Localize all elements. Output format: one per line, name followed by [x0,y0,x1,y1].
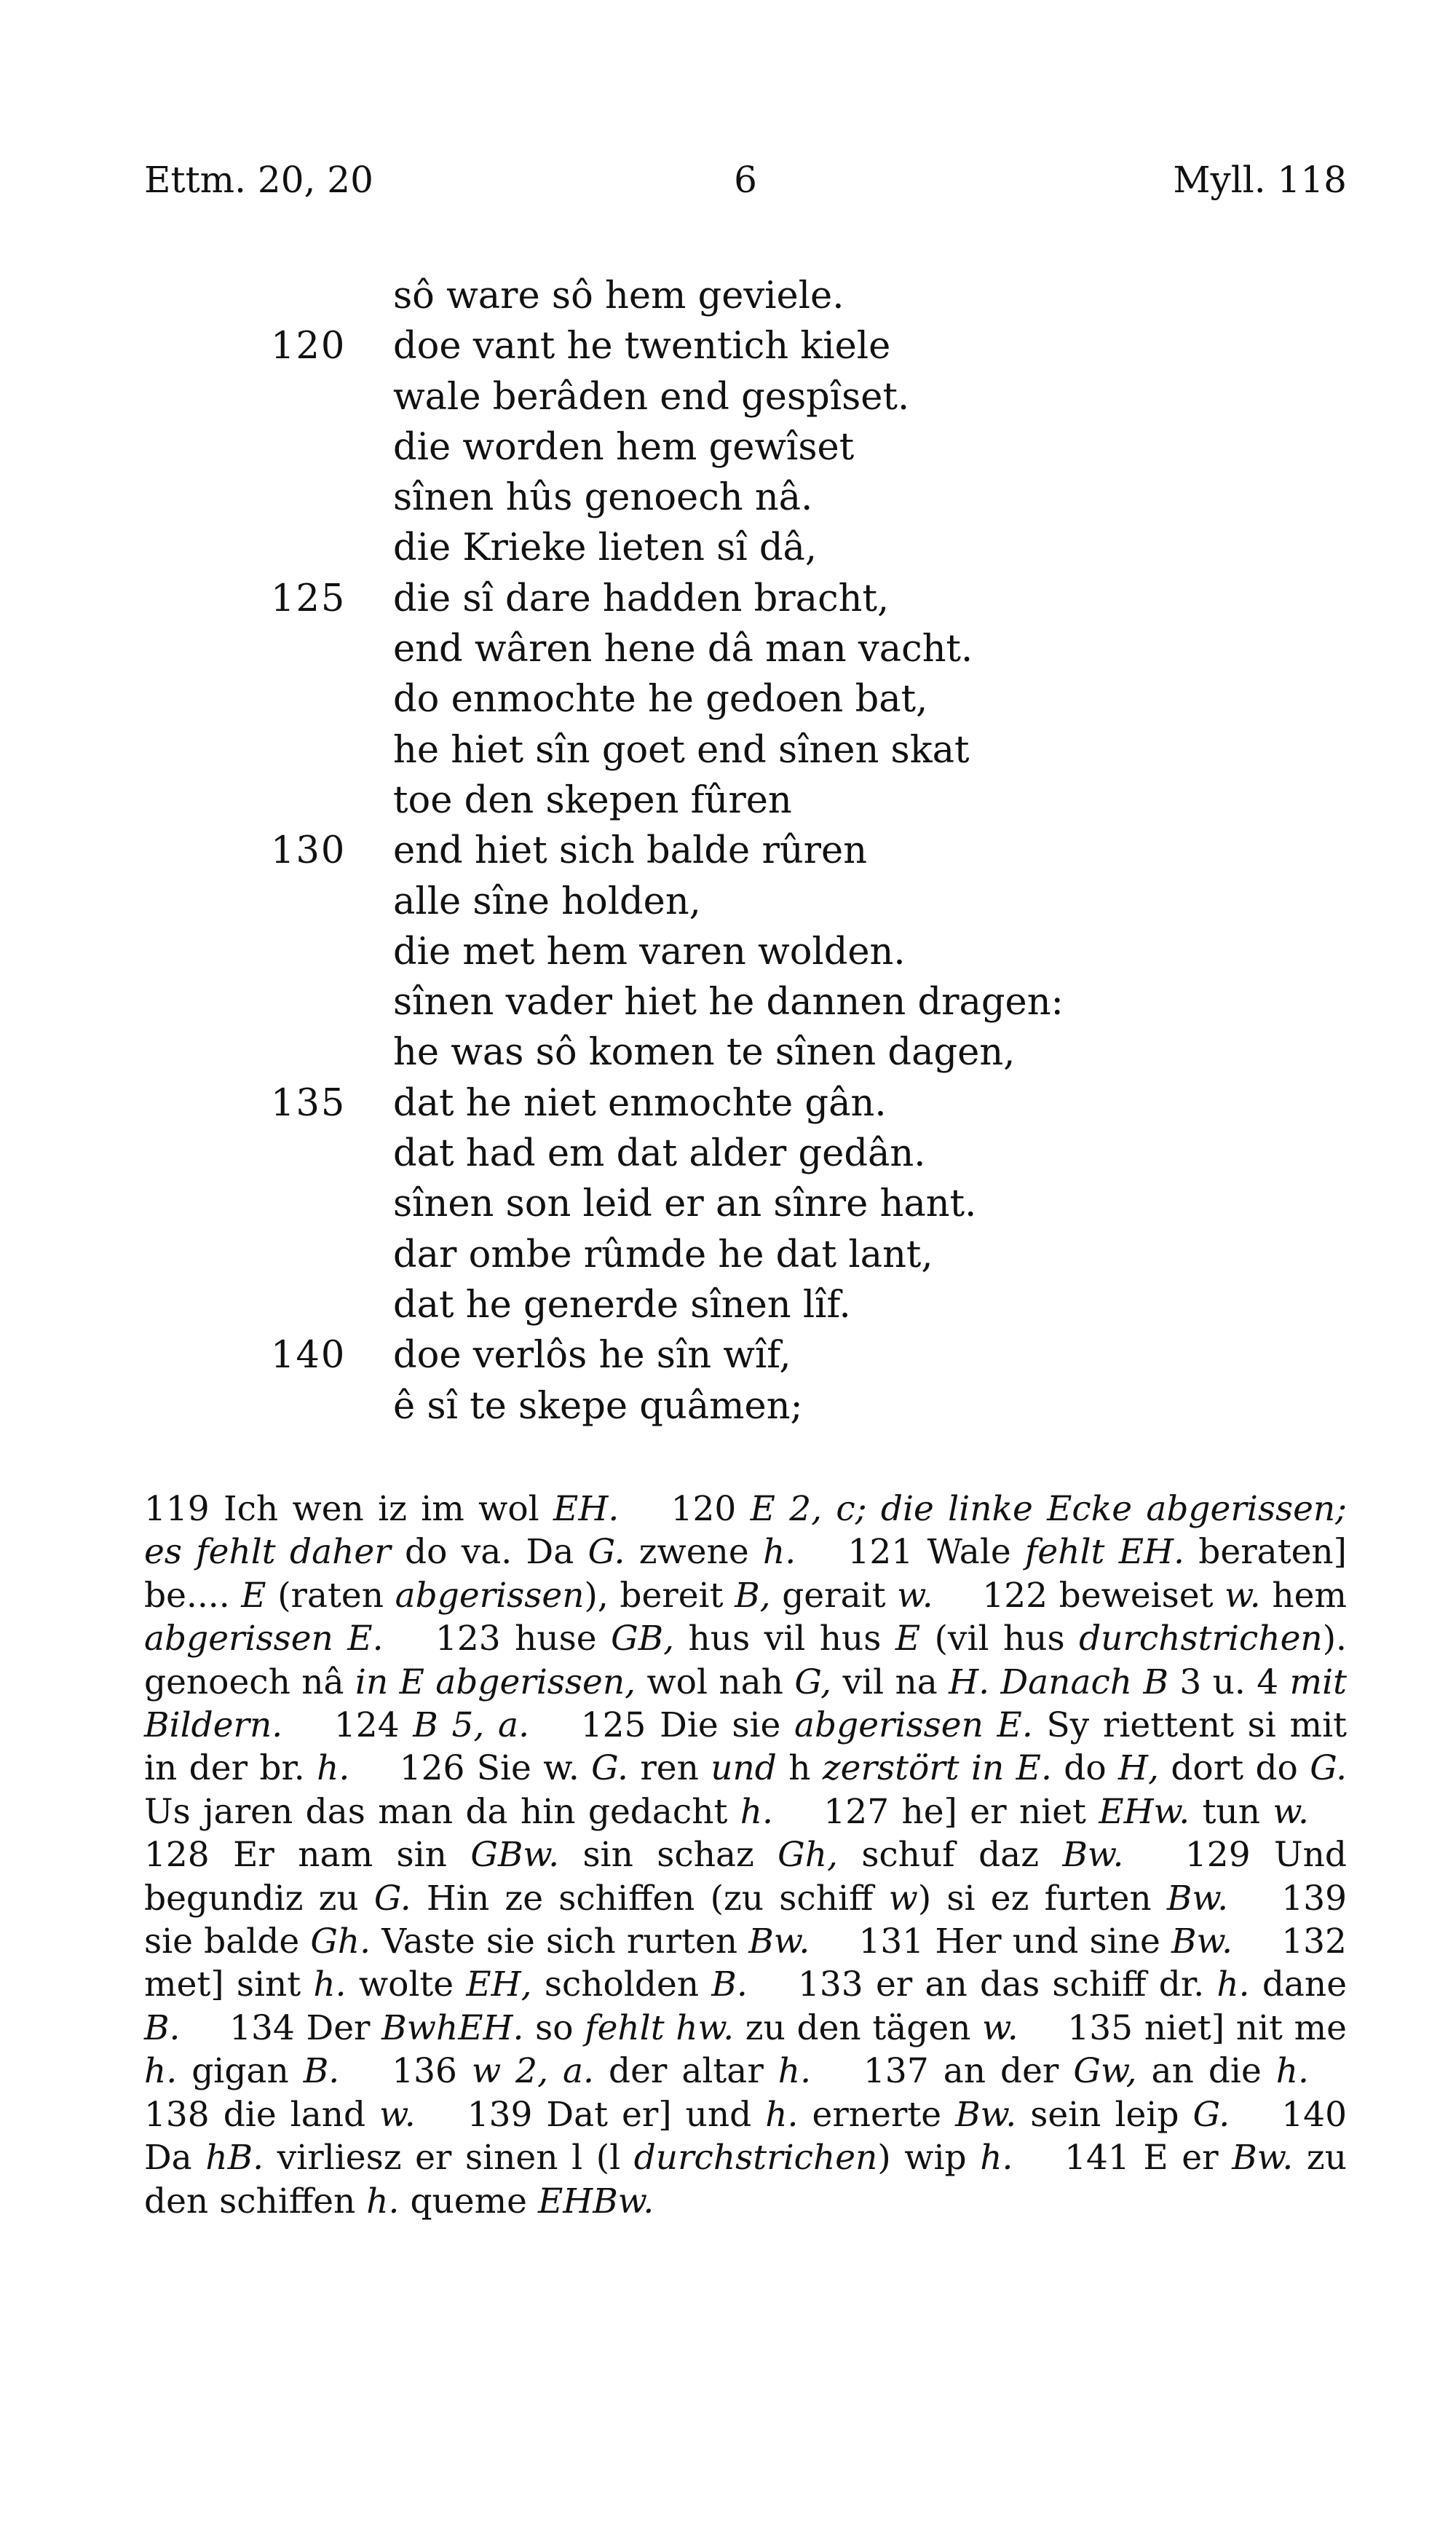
verse-line [0,1230,1456,1280]
page-number: 6 [734,159,757,201]
note-italic: EHw. [1099,1791,1190,1832]
note-text: ) wip [877,2138,981,2178]
verse-text-line: sînen hûs genoech nâ. [393,476,813,520]
verse-text-line: toe den skepen fûren [393,778,792,822]
note-italic: h. [762,1532,796,1573]
note-italic: h. [1275,2051,1309,2092]
note-italic: zerstört in E. [822,1748,1052,1789]
verse-text-line: dat he generde sînen lîf. [393,1283,851,1327]
verse-line [0,826,1456,876]
note-italic: E [895,1619,921,1659]
note-text: ) si ez furten [917,1878,1167,1919]
note-text: 139 Dat er] und [467,2094,766,2135]
note-text: ), bereit [584,1575,735,1616]
note-text: ernerte [798,2094,956,2135]
verse-text-line: he hiet sîn goet end sînen skat [393,728,970,772]
verse-text-line: die worden hem gewîset [393,425,855,469]
note-text: wol nah [636,1662,795,1702]
note-italic: w [888,1878,918,1919]
note-text: 133 er an das schiff dr. [798,1964,1217,2005]
note-italic: B. [303,2051,340,2092]
note-text: hem [1260,1575,1347,1616]
note-italic: fehlt hw. [585,2007,735,2048]
note-text: tun [1190,1791,1273,1832]
note-italic: G. [1192,2094,1230,2135]
verse-text-line: end wâren hene dâ man vacht. [393,628,973,671]
note-italic: EHBw. [537,2181,654,2221]
note-text: 119 Ich wen iz im wol [144,1489,554,1529]
note-text: sin schaz [559,1835,778,1876]
verse-text-line: end hiet sich balde rûren [393,829,868,873]
note-text: 132 met] sint [144,1921,1347,2005]
verse-line [0,725,1456,775]
note-text: dort do [1158,1748,1310,1789]
note-text: 128 Er nam sin [144,1835,471,1876]
note-text: (vil hus [920,1619,1080,1659]
verse-number: 125 [271,577,347,620]
verse-text-line: alle sîne holden, [393,880,701,923]
note-italic: Bw. [955,2094,1017,2135]
verse-line [0,523,1456,573]
verse-text-line: die met hem varen wolden. [393,930,906,973]
verse-text-line: wale berâden end gespîset. [393,375,910,419]
note-italic: w. [982,2007,1018,2048]
verse-text-line: sînen vader hiet he dannen dragen: [393,981,1064,1024]
verse-text [0,271,1456,1431]
header-right: Myll. 118 [1173,159,1347,201]
verse-line [0,1280,1456,1330]
note-text: ). genoech nâ [144,1619,1347,1702]
verse-line [0,321,1456,371]
note-text: Us jaren das man da hin gedacht [144,1791,740,1832]
header-left: Ettm. 20, 20 [144,159,373,201]
note-text: 139 sie balde [144,1878,1348,1962]
verse-text-line: doe verlôs he sîn wîf, [393,1334,791,1378]
note-italic: h. [313,1964,347,2005]
note-text: do va. Da [390,1532,588,1573]
verse-line [0,1330,1456,1380]
apparatus-paragraph [144,1488,1347,2223]
verse-number: 135 [271,1081,347,1125]
note-italic: GB, [611,1619,675,1659]
note-text: 125 Die sie [580,1705,795,1746]
note-text: so [523,2007,585,2048]
verse-line [0,977,1456,1027]
note-text: 134 Der [229,2007,382,2048]
note-italic: B 5, a. [413,1705,530,1746]
note-italic: h. [778,2051,812,2092]
note-italic: abgerissen E. [794,1705,1033,1746]
note-text: do [1051,1748,1119,1789]
note-text: 141 E er [1064,2138,1233,2178]
note-text: gigan [177,2051,304,2092]
note-italic: Gh. [310,1921,371,1962]
note-text: scholden [531,1964,712,2005]
verse-line [0,1078,1456,1129]
running-header [144,154,1347,205]
verse-line [0,372,1456,422]
note-italic: H, [1118,1748,1159,1789]
note-text: 124 [333,1705,414,1746]
note-text: virliesz er sinen l (l [264,2138,634,2178]
verse-text-line: die sî dare hadden bracht, [393,577,890,620]
note-italic: durchstrichen [1079,1619,1323,1659]
verse-text-line: dat he niet enmochte gân. [393,1081,887,1125]
note-italic: E 2, c; die linke Ecke abgerissen; es fehlt daher [144,1489,1347,1573]
note-italic: mit Bildern. [144,1662,1348,1746]
note-italic: h. [1216,1964,1250,2005]
note-italic: h. [144,2051,178,2092]
note-italic: G. [587,1532,625,1573]
verse-text-line: dar ombe rûmde he dat lant, [393,1233,933,1276]
verse-text-line: he was sô komen te sînen dagen, [393,1031,1016,1075]
note-text: Hin ze schiffen (zu schiff [411,1878,889,1919]
note-italic: h. [317,1748,350,1789]
note-text: 123 huse [435,1619,612,1659]
note-italic: Bw. [1232,2138,1294,2178]
note-text: der altar [593,2051,778,2092]
note-italic: B. [144,2007,181,2048]
note-italic: Bw. [1062,1835,1124,1876]
note-italic: H. Danach B [949,1662,1168,1702]
note-text: h [776,1748,823,1789]
note-text: 136 [392,2051,472,2092]
note-italic: w 2, a. [471,2051,594,2092]
verse-number: 130 [271,829,347,873]
verse-line [0,574,1456,624]
note-text: zu den tägen [734,2007,983,2048]
verse-line [0,674,1456,724]
note-italic: BwhEH. [381,2007,524,2048]
note-text: hus vil hus [674,1619,895,1659]
verse-line [0,473,1456,523]
verse-number: 120 [271,325,347,368]
note-italic: G. [373,1878,411,1919]
critical-apparatus [144,1488,1347,2223]
note-text: 126 Sie w. [399,1748,592,1789]
verse-number: 140 [271,1334,347,1378]
note-text: 137 an der [863,2051,1074,2092]
note-italic: w. [379,2094,416,2135]
note-text: ren [628,1748,711,1789]
note-italic: abgerissen [395,1575,585,1616]
note-text: zu den schiffen [144,2138,1347,2221]
note-text: gerait [770,1575,898,1616]
note-italic: B. [711,1964,748,2005]
note-text: sein leip [1016,2094,1193,2135]
note-italic: Bw. [1166,1878,1229,1919]
verse-text-line: sînen son leid er an sînre hant. [393,1182,977,1226]
note-text: 140 Da [144,2094,1347,2178]
note-italic: G. [1310,1748,1348,1789]
note-italic: GBw. [470,1835,560,1876]
verse-line [0,877,1456,927]
note-text: 120 [670,1489,751,1529]
note-text: Sy riettent si mit in der br. [144,1705,1347,1789]
note-italic: w. [897,1575,933,1616]
note-text: dane [1249,1964,1348,2005]
note-italic: E [241,1575,266,1616]
verse-line [0,927,1456,977]
note-text: 131 Her und sine [858,1921,1171,1962]
note-text: 122 beweiset [982,1575,1225,1616]
note-italic: fehlt EH. [1025,1532,1184,1573]
note-text: 127 he] er niet [823,1791,1099,1832]
verse-text-line: dat had em dat alder gedân. [393,1132,926,1176]
verse-text-line: sô ware sô hem geviele. [393,274,844,317]
note-text: schuf daz [837,1835,1063,1876]
verse-text-line: ê sî te skepe quâmen; [393,1384,803,1428]
verse-line [0,422,1456,473]
note-italic: G, [794,1662,832,1702]
verse-line [0,1129,1456,1179]
note-text: Vaste sie sich rurten [371,1921,749,1962]
note-text: 129 Und begundiz zu [144,1835,1347,1919]
verse-text-line: do enmochte he gedoen bat, [393,678,928,722]
note-text: 135 niet] nit me [1067,2007,1347,2048]
verse-line [0,775,1456,826]
note-text: beraten] be.... [144,1532,1347,1616]
note-text: an die [1136,2051,1276,2092]
note-text: zwene [625,1532,763,1573]
note-italic: durchstrichen [633,2138,878,2178]
verse-text-line: doe vant he twentich kiele [393,325,891,368]
note-italic: EH. [553,1489,620,1529]
verse-line [0,1027,1456,1078]
note-italic: Gh, [778,1835,838,1876]
note-italic: w. [1273,1791,1309,1832]
note-italic: h. [765,2094,799,2135]
note-text: 3 u. 4 [1168,1662,1290,1702]
note-italic: Bw. [748,1921,810,1962]
note-italic: in E abgerissen, [355,1662,636,1702]
verse-line [0,624,1456,674]
note-italic: B, [735,1575,771,1616]
verse-text-line: die Krieke lieten sî dâ, [393,526,818,570]
note-italic: h. [740,1791,773,1832]
note-italic: und [711,1748,777,1789]
note-italic: EH, [466,1964,532,2005]
note-italic: hB. [205,2138,264,2178]
note-italic: Gw, [1073,2051,1137,2092]
note-italic: h. [980,2138,1013,2178]
note-text: wolte [346,1964,467,2005]
verse-line [0,271,1456,321]
note-text: 121 Wale [847,1532,1025,1573]
note-text: 138 die land [144,2094,380,2135]
note-italic: h. [366,2181,400,2221]
note-text: (raten [266,1575,395,1616]
note-italic: Bw. [1171,1921,1233,1962]
verse-line [0,1179,1456,1229]
note-italic: G. [591,1748,628,1789]
note-text: queme [399,2181,538,2221]
note-italic: w. [1224,1575,1261,1616]
verse-line [0,1381,1456,1431]
note-text: vil na [831,1662,949,1702]
note-italic: abgerissen E. [144,1619,384,1659]
